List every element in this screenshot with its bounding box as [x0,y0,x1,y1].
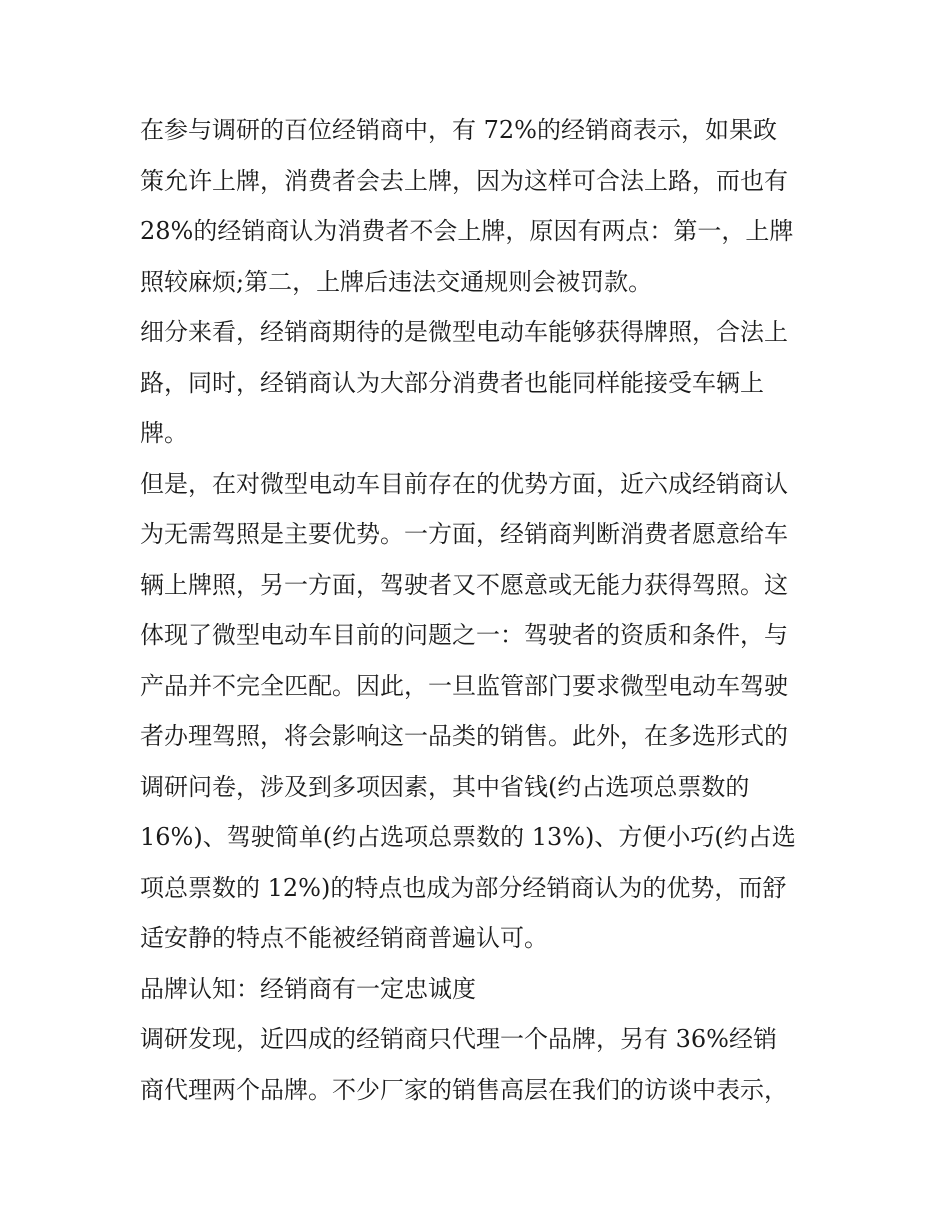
text-line: 商代理两个品牌。不少厂家的销售高层在我们的访谈中表示， [140,1075,788,1104]
text-line: 28%的经销商认为消费者不会上牌，原因有两点：第一，上牌 [140,217,794,245]
text-line: 在参与调研的百位经销商中，有 72%的经销商表示，如果政 [140,116,777,144]
text-line: 策允许上牌，消费者会去上牌，因为这样可合法上路，而也有 [140,166,788,195]
text-line: 调研问卷，涉及到多项因素，其中省钱(约占选项总票数的 [140,772,750,801]
text-line: 适安静的特点不能被经销商普遍认可。 [140,924,548,952]
text-line: 项总票数的 12%)的特点也成为部分经销商认为的优势，而舒 [140,873,787,902]
text-line: 产品并不完全匹配。因此，一旦监管部门要求微型电动车驾驶 [140,671,788,700]
text-line: 路，同时，经销商认为大部分消费者也能同样能接受车辆上 [140,368,764,397]
document-body [140,105,816,1115]
text-line: 细分来看，经销商期待的是微型电动车能够获得牌照，合法上 [140,318,788,346]
section-heading: 品牌认知：经销商有一定忠诚度 [140,974,476,1003]
text-line: 16%)、驾驶简单(约占选项总票数的 13%)、方便小巧(约占选 [140,823,796,851]
text-line: 辆上牌照，另一方面，驾驶者又不愿意或无能力获得驾照。这 [140,570,788,599]
text-line: 牌。 [140,419,188,447]
text-line: 为无需驾照是主要优势。一方面，经销商判断消费者愿意给车 [140,520,788,548]
text-line: 调研发现，近四成的经销商只代理一个品牌，另有 36%经销 [140,1025,777,1053]
text-line: 但是，在对微型电动车目前存在的优势方面，近六成经销商认 [140,469,788,498]
text-line: 体现了微型电动车目前的问题之一：驾驶者的资质和条件，与 [140,621,788,649]
text-line: 者办理驾照，将会影响这一品类的销售。此外，在多选形式的 [140,722,788,750]
text-line: 照较麻烦;第二，上牌后违法交通规则会被罚款。 [140,267,653,296]
